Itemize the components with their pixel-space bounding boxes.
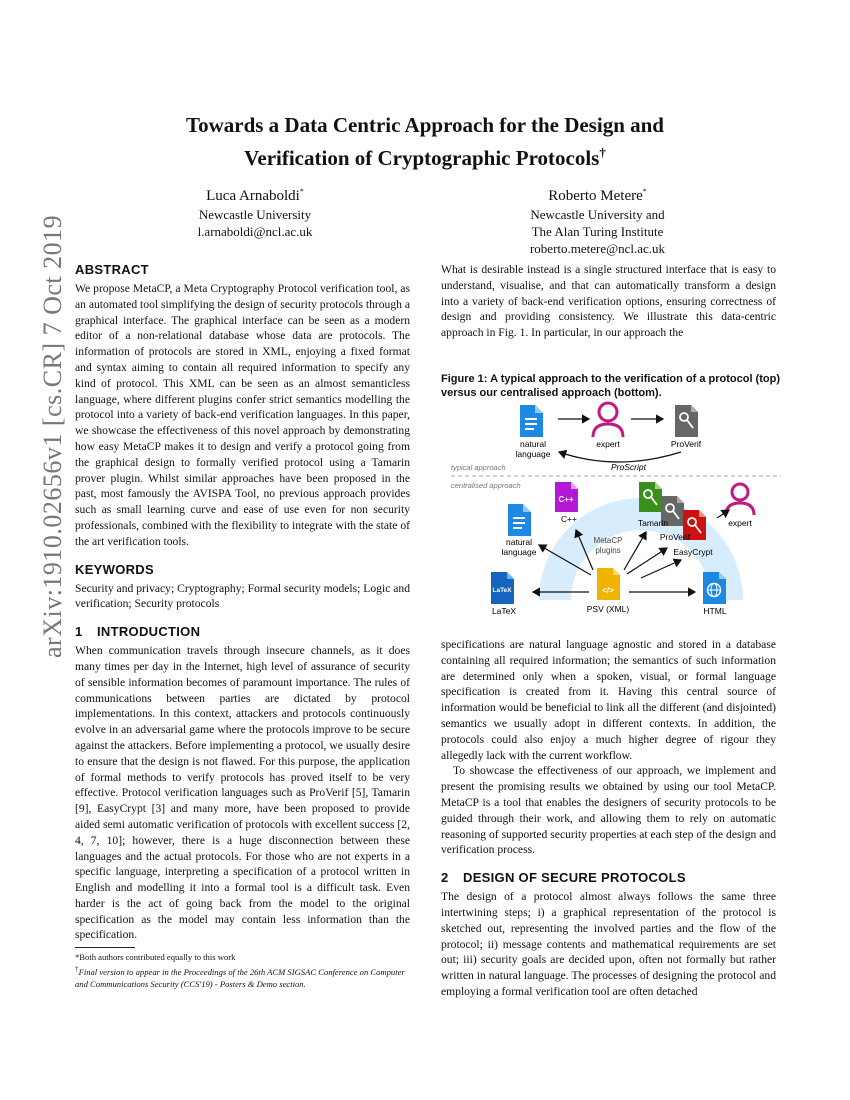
arxiv-stamp (8, 214, 67, 660)
top-natural-label-2: language (515, 449, 551, 459)
title-footnote-mark: † (599, 145, 606, 160)
bottom-natural-label-1: natural (506, 537, 532, 547)
keywords-heading: KEYWORDS (75, 561, 154, 577)
right-mid-text (441, 637, 776, 1000)
author-block-2 (455, 182, 740, 257)
latex-icon-text: LaTeX (492, 587, 512, 594)
footnote-2-text: Final version to appear in the Proceedings of the 26th ACM SIGSAC Conference on Computer and Communications Security (CCS'19) - Posters & Demo section. (75, 966, 405, 989)
top-proverif-label: ProVerif (670, 439, 702, 449)
bottom-natural-language-icon (508, 504, 531, 536)
right-top-text: What is desirable instead is a single structured interface that is easy to understand, visualise, and that can automatically transform a design into a variety of back-end verification options, ensuring correctness of design and providing consistency. We illustrate this data-centric approach in Fig. 1. In particular, in our approach the (441, 263, 776, 340)
right-mid-paragraph-1: specifications are natural language agnostic and stored in a database containing all required information; the semantics of such information are determined only when a spoken, visual, or formal language specification is created from it. Having this central source of information would be beneficial to link all the different (and disjointed) semantics we usually adopt in different contexts. In addition, the protocols could also enjoy a much higher degree of rigour they allegedly lack with the current workflow. (441, 638, 776, 762)
footnotes (75, 947, 410, 990)
author-2-email: roberto.metere@ncl.ac.uk (529, 241, 666, 256)
author-1-mark: * (299, 187, 304, 196)
top-proverif-icon (675, 405, 698, 437)
design-text: The design of a protocol almost always follows the same three intertwining steps; i) a graphical representation of the protocol is sketched out, representing the involved parties and the flow of the protocol; ii) message contents and mathematical requirements are set out; iii) security goals are decided upon, often not formally but rather written in natural language. The processes of designing the protocol and employing a formal verification tool are often detached (441, 890, 776, 998)
centralised-approach-label: centralised approach (451, 481, 521, 490)
author-2-name-text: Roberto Metere (548, 188, 643, 204)
bottom-proverif-label: ProVerif (659, 532, 691, 542)
tamarin-label: Tamarin (637, 518, 669, 528)
abstract-heading: ABSTRACT (75, 262, 149, 277)
top-expert-icon (593, 403, 623, 437)
bottom-natural-label-2: language (501, 547, 537, 557)
intro-heading (75, 624, 410, 639)
intro-title: INTRODUCTION (97, 624, 201, 640)
footnote-1: *Both authors contributed equally to this work (75, 952, 236, 962)
latex-icon (491, 572, 514, 604)
intro-number: 1 (75, 624, 83, 640)
design-heading (441, 870, 776, 885)
footnote-rule (75, 947, 135, 948)
top-natural-language-icon (520, 405, 543, 437)
psv-icon (597, 568, 620, 600)
metacp-label-2: plugins (595, 546, 621, 555)
author-2-mark: * (642, 187, 647, 196)
title-line-2 (0, 139, 850, 172)
intro-text: When communication travels through insecure channels, as it does many times per day in the Internet, high level of assurance of security of sensible information becomes of paramount importance. The rules of communications between parties are dictated by protocol implementations. In this context, attackers and protocols continuously evolve in an adversarial game where the protocols improve to be secure against the attackers. Before implementing a protocol, we usually desire to ensure that the design is not flawed. For this purpose, the application of formal methods to verify protocols has proved itself to be very effective. Protocol verification languages such as ProVerif [5], Tamarin [9], EasyCrypt [3] and many more, have been proposed to provide aided semi automatic verification of protocols with excellent success [2, 4, 7, 10]; however, there is a huge disconnection between these languages and the actual protocols. For those who are not experts in a specific language, interpreting a specification of a protocol written in English and modelling it into a formal tool is a difficult task. Even harder is the act of going back from the model to the original specification as the model may contain less information than the specification. (75, 644, 410, 942)
design-number: 2 (441, 870, 449, 886)
metacp-label-1: MetaCP (593, 536, 623, 545)
title-line-1: Towards a Data Centric Approach for the Design and (186, 113, 664, 137)
keywords-text: Security and privacy; Cryptography; Formal security models; Logic and verification; Security protocols (75, 581, 410, 611)
html-label: HTML (703, 606, 727, 616)
top-expert-label: expert (596, 439, 620, 449)
author-block-1 (115, 182, 395, 240)
easycrypt-label: EasyCrypt (673, 547, 713, 557)
latex-label: LaTeX (491, 606, 517, 616)
arrow-psv-to-easycrypt (641, 560, 681, 578)
figure-caption: Figure 1: A typical approach to the verification of a protocol (top) versus our centralised approach (bottom). (441, 373, 780, 399)
psv-icon-text: </> (602, 586, 614, 595)
author-2-affiliation-1: Newcastle University and (530, 207, 665, 222)
figure-1-diagram (441, 400, 786, 622)
bottom-expert-label: expert (728, 518, 752, 528)
author-1-email: l.arnaboldi@ncl.ac.uk (197, 224, 313, 239)
cpp-icon-text: C++ (558, 495, 574, 504)
author-2-affiliation-2: The Alan Turing Institute (531, 224, 664, 239)
arrow-psv-to-proverif (627, 548, 667, 574)
cpp-label: C++ (560, 514, 578, 524)
title-line-2-text: Verification of Cryptographic Protocols (244, 146, 600, 170)
design-title: DESIGN OF SECURE PROTOCOLS (463, 870, 686, 886)
abstract-text: We propose MetaCP, a Meta Cryptography Protocol verification tool, as an automated tool simplifying the design of security protocols through a graphical interface. The graphical interface can be seen as a modern editor of a non-relational database whose data are protocols. The information of protocols are stored in XML, enjoying a fixed format and syntax aiming to contain all required information to specify any kind of protocol. This XML can be seen as an almost semanticless language, where different plugins confer strict semantics modelling the protocol into a variety of back-end verification languages. In this paper, we showcase the effectiveness of this novel approach by demonstrating how easy MetaCP makes it to design and verify a protocol going from the graphical design to formally verified protocol using a Tamarin prover plugin. Whilst similar approaches have been proposed in the past, most famously the AVISPA Tool, no previous approach provides such as small learning curve and ease of use even for non security professionals, combined with the flexibility to integrate with the state of the art verification tools. (75, 282, 410, 548)
bottom-tamarin-icon (639, 482, 662, 512)
right-mid-paragraph-2: To showcase the effectiveness of our approach, we implement and present the promising results we obtained by using our tool MetaCP. MetaCP is a tool that enables the designers of security protocols to be guided through their work, and allowing them to rely on automatic reasoning of supported security properties at each step of the design and verification process. (441, 764, 776, 857)
bottom-cpp-icon (555, 482, 578, 512)
author-name-2 (455, 182, 740, 206)
author-name-1 (115, 182, 395, 206)
footnote-2-mark: † (75, 965, 79, 973)
typical-approach-label: typical approach (451, 463, 506, 472)
bottom-expert-icon (726, 484, 754, 515)
author-1-affiliation: Newcastle University (198, 207, 312, 222)
proscript-label: ProScript (611, 462, 646, 472)
html-icon (703, 572, 726, 604)
paper-title (0, 112, 850, 172)
footnote-2 (75, 963, 410, 990)
author-1-name-text: Luca Arnaboldi (206, 188, 300, 204)
top-natural-label-1: natural (520, 439, 546, 449)
psv-label: PSV (XML) (586, 604, 630, 614)
arrow-proscript (559, 452, 681, 462)
arxiv-stamp-text: arXiv:1910.02656v1 [cs.CR] 7 Oct 2019 (38, 214, 67, 658)
left-column (75, 262, 410, 943)
